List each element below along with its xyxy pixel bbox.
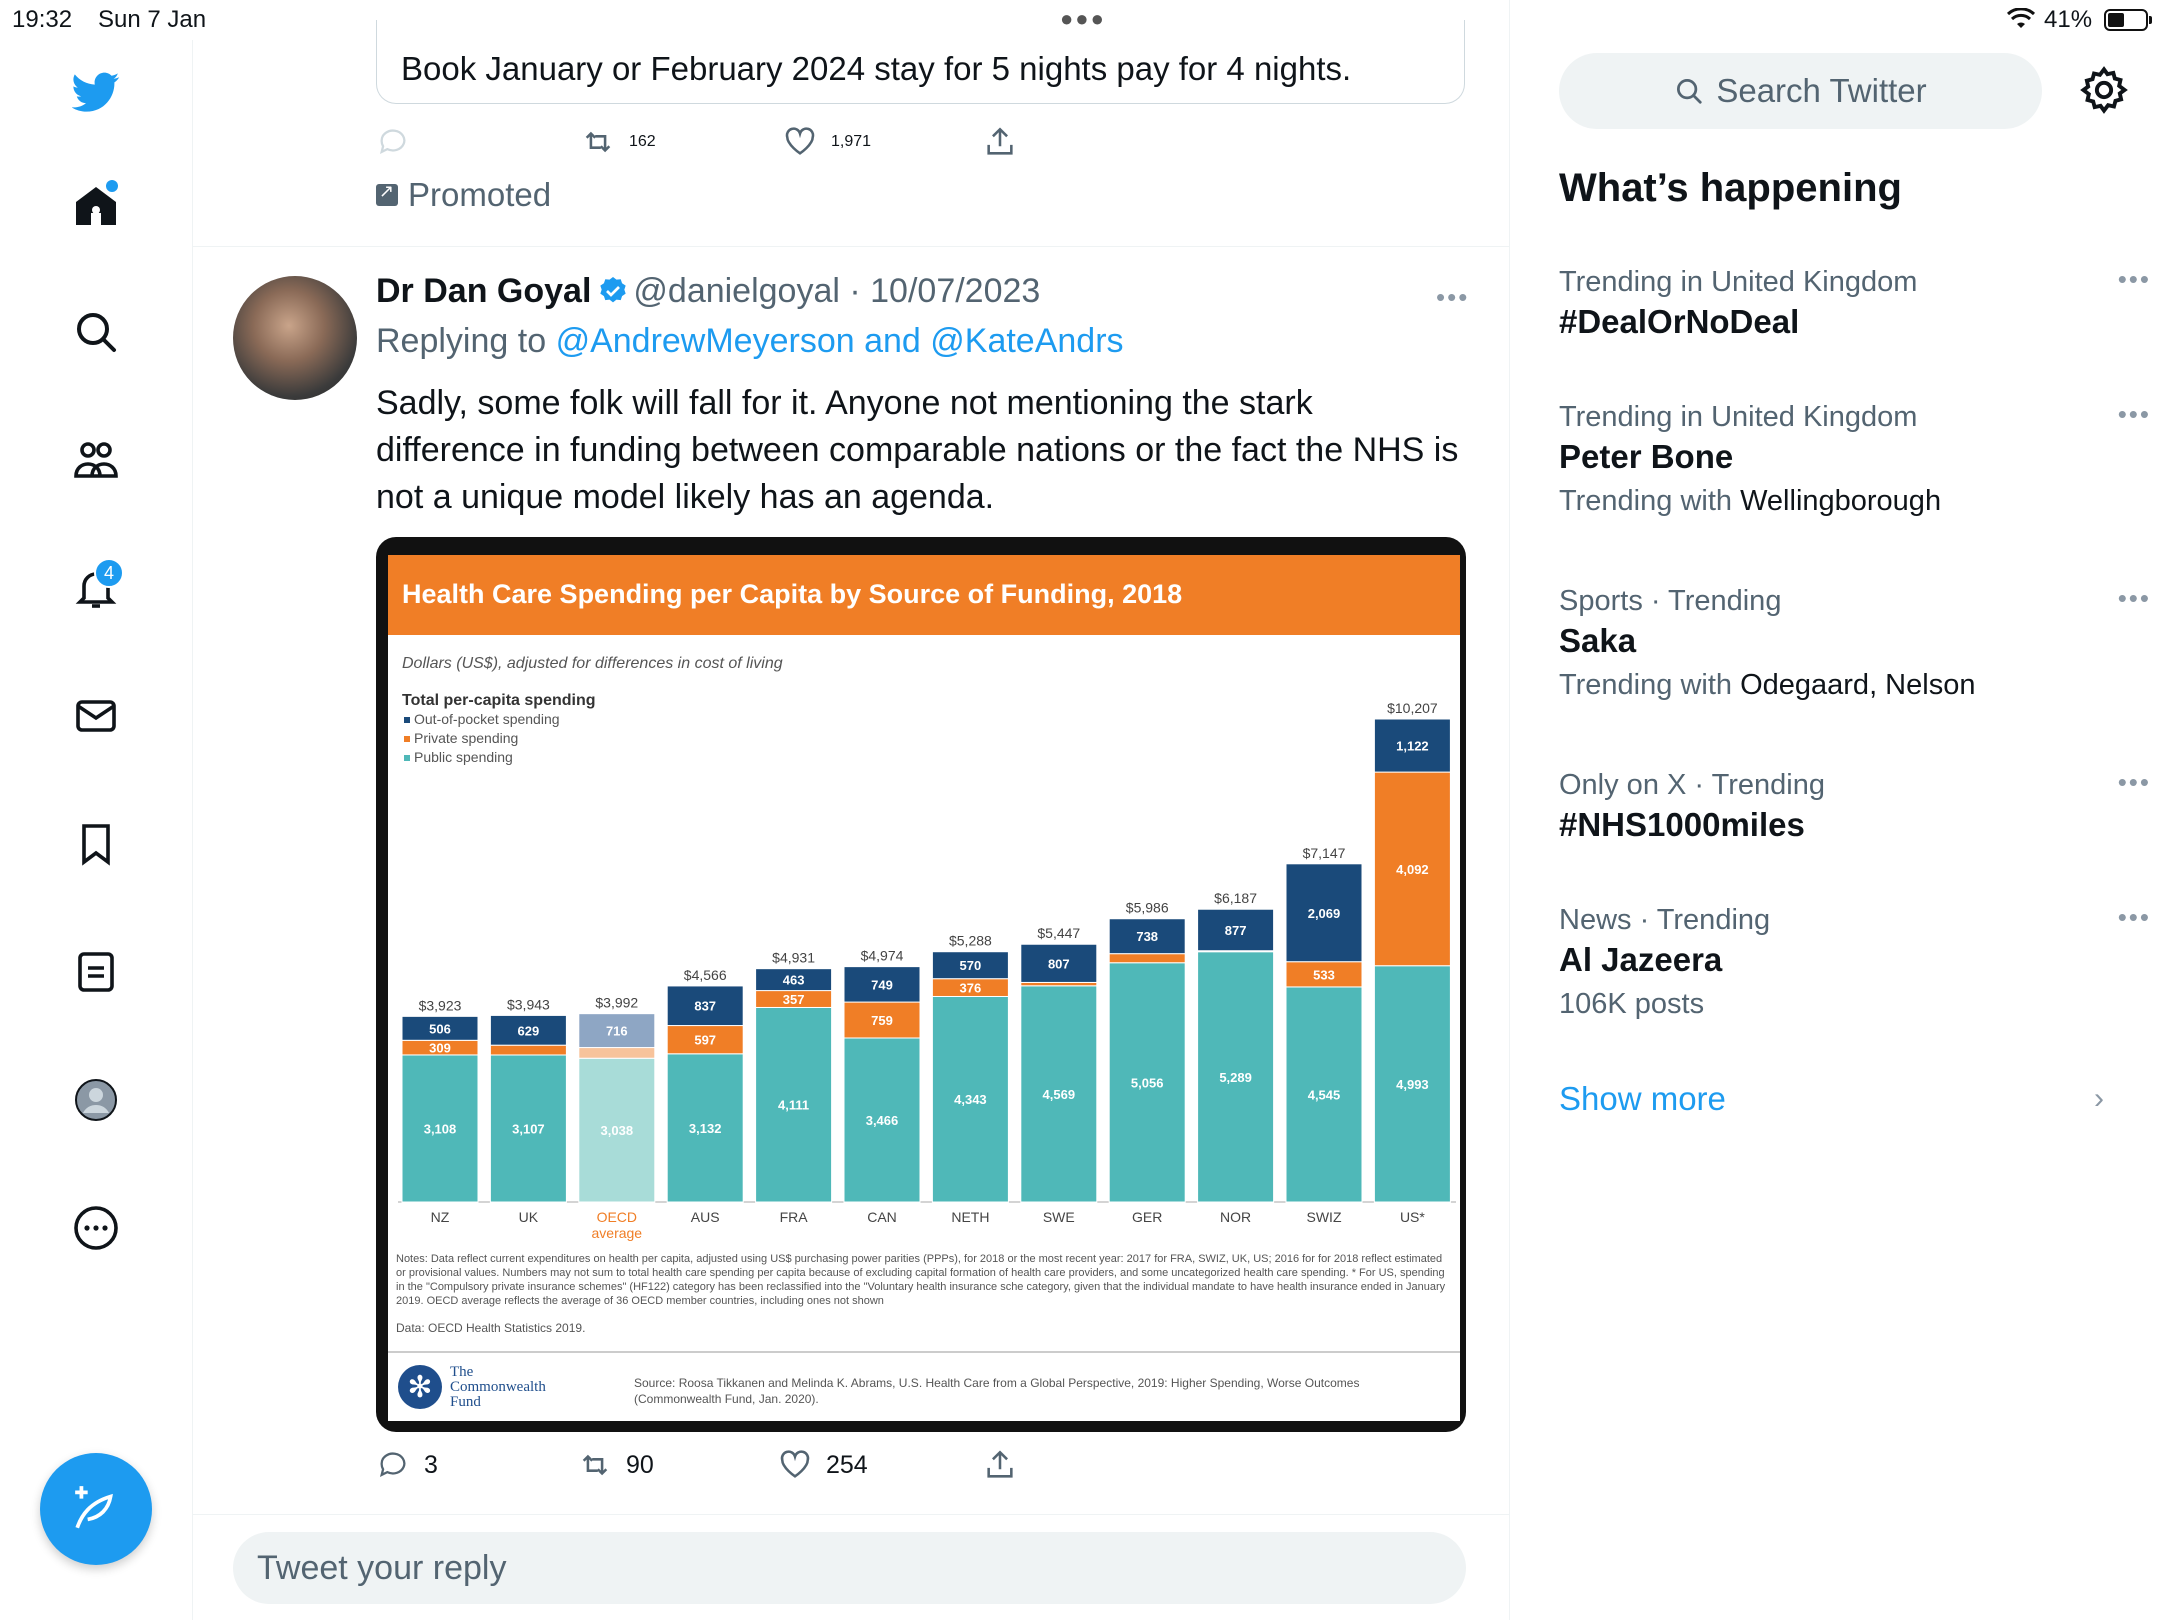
bar-total-label: $6,187 — [1214, 890, 1258, 907]
bar-segment — [1109, 954, 1185, 963]
retweet-icon — [578, 1448, 612, 1482]
tweet-header — [376, 272, 1040, 311]
notifications-count-badge: 4 — [94, 558, 124, 588]
reply-box[interactable] — [233, 1532, 1466, 1604]
trend-context: Trending in United Kingdom — [1559, 401, 1918, 433]
bar-value-label: 4,569 — [1042, 1086, 1076, 1102]
author-avatar[interactable] — [233, 276, 357, 400]
x-tick-label: GER — [1132, 1209, 1163, 1225]
trend-item[interactable] — [1559, 264, 2151, 344]
bar-value-label: 533 — [1313, 967, 1335, 983]
search-placeholder: Search Twitter — [1716, 72, 1927, 109]
x-tick-label: SWIZ — [1306, 1209, 1342, 1225]
bar-segment — [490, 1045, 566, 1055]
messages-icon[interactable] — [66, 686, 126, 746]
bar-value-label: 4,111 — [778, 1097, 810, 1113]
chart-footer-divider — [388, 1351, 1460, 1353]
trend-meta-prefix: Trending with — [1559, 485, 1733, 517]
bar-total-label: $4,974 — [860, 947, 904, 964]
home-icon[interactable] — [66, 176, 126, 236]
chart-plot — [388, 555, 1460, 1255]
bar-value-label: 357 — [782, 992, 805, 1008]
trend-meta-prefix: Trending with — [1559, 669, 1733, 701]
tweet-image-chart[interactable] — [376, 537, 1466, 1432]
reply-input[interactable] — [257, 1546, 1437, 1590]
trend-meta — [1559, 479, 2119, 523]
bar-value-label: 597 — [694, 1032, 717, 1048]
bar-value-label: 3,466 — [865, 1112, 899, 1128]
bar-value-label: 376 — [959, 980, 982, 996]
promoted-share-button[interactable] — [983, 125, 1017, 159]
show-more-link[interactable]: Show more — [1559, 1080, 1726, 1117]
bar-total-label: $4,931 — [772, 949, 816, 966]
trend-more-icon[interactable]: ••• — [2117, 399, 2151, 429]
legend-label: Public spending — [414, 749, 513, 765]
battery-percent: 41% — [2044, 6, 2093, 33]
commonwealth-fund-name: The Commonwealth Fund — [450, 1364, 546, 1410]
trend-topic: #DealOrNoDeal — [1559, 303, 1800, 340]
bar-value-label: 4,545 — [1307, 1087, 1341, 1103]
legend-label: Out-of-pocket spending — [414, 711, 560, 727]
promoted-card[interactable] — [376, 20, 1465, 104]
compose-feather-icon — [71, 1484, 121, 1534]
chevron-right-icon: › — [2094, 1082, 2104, 1115]
trend-meta — [1559, 663, 2119, 707]
x-tick-label: FRA — [779, 1209, 808, 1225]
author-name[interactable]: Dr Dan Goyal — [376, 272, 592, 310]
trend-meta: 106K posts — [1559, 988, 1705, 1020]
author-handle-date: @danielgoyal · 10/07/2023 — [633, 272, 1041, 310]
multitasking-dots-icon[interactable]: ●●● — [1060, 6, 1106, 31]
x-tick-label: OECD — [596, 1209, 638, 1225]
trend-context: Trending in United Kingdom — [1559, 266, 1918, 298]
settings-gear-icon[interactable] — [2078, 64, 2130, 116]
promoted-like-button[interactable] — [783, 125, 871, 159]
timeline — [193, 0, 1510, 1620]
status-time: 19:32 — [12, 6, 73, 33]
lists-icon[interactable] — [66, 942, 126, 1002]
reply-count: 3 — [424, 1450, 438, 1479]
share-icon — [983, 1448, 1017, 1482]
bar-value-label: 3,038 — [600, 1123, 634, 1139]
bar-value-label: 4,993 — [1396, 1076, 1429, 1092]
communities-icon[interactable] — [66, 430, 126, 490]
twitter-logo-icon[interactable] — [66, 62, 126, 122]
like-count: 254 — [826, 1450, 868, 1479]
bar-value-label: 506 — [429, 1021, 451, 1037]
bar-value-label: 749 — [871, 977, 893, 993]
bar-value-label: 5,289 — [1219, 1069, 1252, 1085]
bar-value-label: 3,107 — [512, 1121, 545, 1137]
legend-swatch — [404, 717, 410, 723]
promoted-card-text: Book January or February 2024 stay for 5 nights pay for 4 nights. — [401, 50, 1352, 87]
compose-tweet-button[interactable] — [40, 1453, 152, 1565]
whats-happening-title: What’s happening — [1559, 166, 1902, 210]
bar-value-label: 3,132 — [688, 1120, 722, 1136]
bar-value-label: 759 — [871, 1013, 893, 1029]
right-sidebar — [1510, 0, 2160, 1620]
x-tick-label: SWE — [1042, 1209, 1075, 1225]
trend-item[interactable] — [1559, 583, 2151, 707]
bookmarks-icon[interactable] — [66, 814, 126, 874]
x-tick-label: NETH — [951, 1209, 990, 1225]
retweet-count: 90 — [626, 1450, 654, 1479]
promoted-icon — [376, 184, 398, 206]
promoted-reply-button[interactable] — [376, 125, 410, 159]
share-icon — [983, 125, 1017, 159]
bar-total-label: $3,992 — [595, 994, 639, 1011]
promoted-label — [376, 176, 551, 214]
chart-notes: Notes: Data reflect current expenditures on health per capita, adjusted using US$ purchasing power parities (PPPs), for 2018 or the most recent year: 2017 for FRA, SWIZ, UK, US; 2016 for for 2018 reflect estimated or provisional values. Numbers may not sum to total health care spending per capita because of excluding capital formation of health care providers, and some uncategorized health care spending. * For US, spending in the "Compulsory private insurance schemes" (HF122) category has been reclassified into the "Voluntary health insurance sche category, given that the individual mandate to have health insurance ended in January 2019. OECD average reflects the average of 36 OECD member countries, including ones not shown — [396, 1253, 1446, 1307]
reply-icon — [376, 1448, 410, 1482]
x-tick-label: average — [591, 1225, 643, 1241]
bar-value-label: 629 — [517, 1023, 540, 1039]
verified-badge-icon — [597, 275, 629, 307]
bar-value-label: 1,122 — [1396, 738, 1429, 754]
bar-value-label: 4,092 — [1396, 861, 1429, 877]
replying-prefix: Replying to — [376, 322, 547, 360]
trend-more-icon[interactable]: ••• — [2117, 902, 2151, 932]
trend-more-icon[interactable]: ••• — [2117, 264, 2151, 294]
search-icon — [1674, 76, 1704, 106]
chart-title: Health Care Spending per Capita by Source of Funding, 2018 — [402, 579, 1183, 609]
notifications-bell-icon[interactable] — [66, 558, 126, 618]
bar-value-label: 837 — [694, 998, 717, 1014]
bar-total-label: $5,447 — [1037, 925, 1081, 942]
promoted-retweet-button[interactable] — [581, 125, 656, 159]
trend-more-icon[interactable]: ••• — [2117, 767, 2151, 797]
bar-value-label: 877 — [1224, 922, 1247, 938]
bar-value-label: 4,343 — [954, 1092, 987, 1108]
like-button[interactable] — [778, 1448, 868, 1482]
bar-value-label: 570 — [959, 958, 982, 974]
reply-divider — [193, 1514, 1510, 1515]
bar-total-label: $10,207 — [1387, 700, 1438, 716]
legend-swatch — [404, 736, 410, 742]
bar-total-label: $5,986 — [1125, 899, 1169, 916]
bar-total-label: $5,288 — [948, 932, 992, 949]
trend-topic: Peter Bone — [1559, 438, 1734, 475]
home-unread-dot — [106, 180, 118, 192]
left-nav — [0, 40, 193, 1620]
explore-search-icon[interactable] — [66, 302, 126, 362]
bar-total-label: $4,566 — [683, 966, 727, 983]
trend-topic: Al Jazeera — [1559, 941, 1723, 978]
profile-avatar-icon[interactable] — [66, 1070, 126, 1130]
trend-context: Only on X · Trending — [1559, 769, 1825, 801]
x-tick-label: NZ — [430, 1209, 450, 1225]
trend-context: Sports · Trending — [1559, 585, 1782, 617]
like-heart-icon — [778, 1448, 812, 1482]
promoted-retweet-count: 162 — [629, 133, 656, 150]
share-button[interactable] — [983, 1448, 1017, 1482]
trend-item[interactable] — [1559, 902, 2151, 1026]
reply-button[interactable] — [376, 1448, 438, 1482]
reply-icon — [376, 125, 410, 159]
retweet-button[interactable] — [578, 1448, 654, 1482]
chart-source: Source: Roosa Tikkanen and Melinda K. Abrams, U.S. Health Care from a Global Perspective, 2019: Higher Spending, Worse Outcomes (Commonwealth Fund, Jan. 2020). — [634, 1376, 1360, 1406]
x-tick-label: UK — [518, 1209, 539, 1225]
bar-value-label: 5,056 — [1130, 1075, 1164, 1091]
legend-swatch — [404, 755, 410, 761]
x-tick-label: US* — [1399, 1209, 1425, 1225]
x-tick-label: CAN — [867, 1209, 897, 1225]
tweet-more-options-icon[interactable]: ••• — [1436, 282, 1470, 312]
replying-to-users-link[interactable]: @AndrewMeyerson and @KateAndrs — [555, 322, 1124, 360]
retweet-icon — [581, 125, 615, 159]
bar-value-label: 738 — [1136, 929, 1159, 945]
trend-item[interactable] — [1559, 399, 2151, 523]
x-tick-label: AUS — [690, 1209, 720, 1225]
bar-segment — [579, 1048, 655, 1059]
bar-segment — [1021, 982, 1097, 985]
replying-to — [376, 322, 1124, 361]
search-twitter-field[interactable] — [1559, 53, 2042, 129]
promoted-label-text: Promoted — [408, 176, 552, 213]
trend-more-icon[interactable]: ••• — [2117, 583, 2151, 613]
promoted-like-count: 1,971 — [831, 133, 872, 150]
trend-meta-value: Odegaard, Nelson — [1740, 669, 1976, 701]
bar-value-label: 2,069 — [1307, 905, 1341, 921]
trend-topic: Saka — [1559, 622, 1637, 659]
bar-total-label: $3,943 — [506, 996, 550, 1013]
legend-label: Private spending — [414, 730, 519, 746]
bar-total-label: $3,923 — [418, 997, 462, 1014]
tweet-divider — [193, 246, 1510, 247]
like-heart-icon — [783, 125, 817, 159]
trend-item[interactable] — [1559, 767, 2151, 847]
chart-data-source: Data: OECD Health Statistics 2019. — [396, 1321, 586, 1335]
trend-meta-value: Wellingborough — [1740, 485, 1942, 517]
status-date: Sun 7 Jan — [98, 6, 207, 33]
bar-value-label: 807 — [1047, 956, 1070, 972]
trend-context: News · Trending — [1559, 904, 1771, 936]
bar-value-label: 309 — [429, 1040, 451, 1056]
chart-canvas — [388, 555, 1460, 1421]
bar-total-label: $7,147 — [1302, 844, 1346, 861]
legend-title: Total per-capita spending — [402, 692, 596, 709]
bar-value-label: 716 — [605, 1023, 628, 1039]
chart-subtitle: Dollars (US$), adjusted for differences in cost of living — [402, 655, 783, 672]
bar-value-label: 463 — [782, 972, 805, 988]
commonwealth-fund-logo-icon: ✻ — [398, 1365, 442, 1409]
x-tick-label: NOR — [1220, 1209, 1252, 1225]
bar-value-label: 3,108 — [423, 1121, 457, 1137]
tweet-text: Sadly, some folk will fall for it. Anyone not mentioning the stark difference in funding between comparable nations or the fact the NHS is not a unique model likely has an agenda. — [376, 384, 1459, 516]
trend-topic: #NHS1000miles — [1559, 806, 1805, 843]
more-options-icon[interactable] — [66, 1198, 126, 1258]
